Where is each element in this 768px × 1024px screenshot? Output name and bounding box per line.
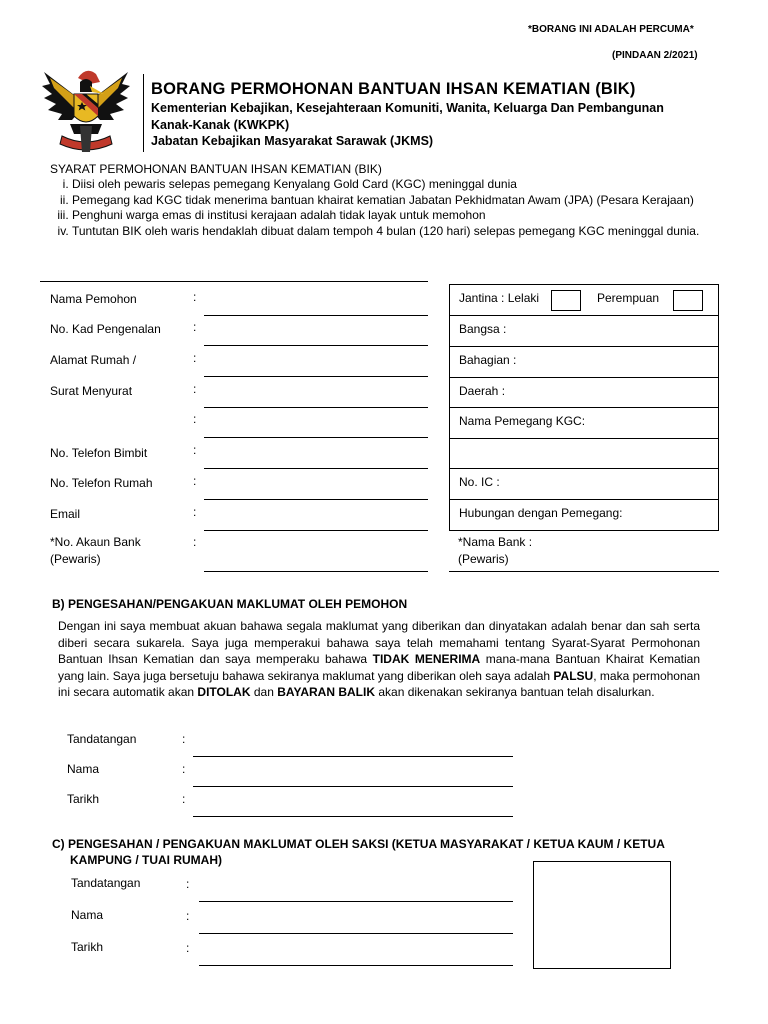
race-field[interactable] bbox=[449, 315, 719, 347]
ic-number-label: No. Kad Pengenalan bbox=[50, 322, 161, 336]
colon: : bbox=[193, 320, 197, 334]
bank-name-input[interactable] bbox=[449, 553, 719, 572]
applicant-declaration-name-input[interactable] bbox=[193, 768, 513, 787]
ministry-name-line1: Kementerian Kebajikan, Kesejahteraan Komuniti, Wanita, Keluarga Dan Pembangunan bbox=[151, 101, 664, 115]
bank-name-label-line1: *Nama Bank : bbox=[458, 535, 533, 549]
witness-name-input[interactable] bbox=[199, 915, 513, 934]
division-field[interactable] bbox=[449, 346, 719, 378]
colon: : bbox=[193, 290, 197, 304]
kgc-holder-name-field[interactable] bbox=[449, 407, 719, 439]
declaration-emphasis: DITOLAK bbox=[197, 685, 251, 699]
colon: : bbox=[182, 792, 186, 806]
colon: : bbox=[182, 762, 186, 776]
section-c-heading-line1: C) PENGESAHAN / PENGAKUAN MAKLUMAT OLEH SAKSI (KETUA MASYARAKAT / KETUA KAUM / KETUA bbox=[52, 837, 665, 851]
condition-item: i. Diisi oleh pewaris selepas pemegang Kenyalang Gold Card (KGC) meninggal dunia bbox=[72, 177, 701, 193]
email-input[interactable] bbox=[204, 512, 428, 531]
home-phone-input[interactable] bbox=[204, 481, 428, 500]
kgc-holder-name-continuation-field[interactable] bbox=[449, 438, 719, 469]
declaration-emphasis: PALSU bbox=[553, 668, 594, 683]
gender-female-checkbox[interactable] bbox=[673, 290, 703, 311]
ic-no-field[interactable] bbox=[449, 468, 719, 500]
relationship-field[interactable] bbox=[449, 499, 719, 531]
conditions-list bbox=[48, 177, 701, 239]
bank-name-label-line2: (Pewaris) bbox=[458, 552, 509, 566]
witness-signature-input[interactable] bbox=[199, 883, 513, 902]
declaration-paragraph bbox=[58, 618, 700, 701]
ic-no-label: No. IC : bbox=[459, 475, 500, 489]
applicant-signature-input[interactable] bbox=[193, 738, 513, 757]
division-label: Bahagian : bbox=[459, 353, 517, 367]
address-input-line3[interactable] bbox=[204, 419, 428, 438]
declaration-text: mana-mana Bantuan Khairat Kematian yang lain. Saya juga bersetuju bahawa sekiranya maklumat yang diberikan oleh saya adalah bbox=[58, 652, 701, 683]
mobile-phone-label: No. Telefon Bimbit bbox=[50, 446, 148, 460]
applicant-date-input[interactable] bbox=[193, 798, 513, 817]
colon: : bbox=[193, 474, 197, 488]
district-label: Daerah : bbox=[459, 384, 506, 398]
declaration-emphasis: BAYARAN BALIK bbox=[277, 685, 376, 699]
bank-account-label-line1: *No. Akaun Bank bbox=[50, 535, 141, 549]
bank-account-label-line2: (Pewaris) bbox=[50, 552, 101, 566]
witness-date-input[interactable] bbox=[199, 947, 513, 966]
condition-item: iii. Penghuni warga emas di institusi kerajaan adalah tidak layak untuk memohon bbox=[72, 208, 701, 224]
kgc-holder-name-label: Nama Pemegang KGC: bbox=[459, 414, 586, 428]
section-b-heading: B) PENGESAHAN/PENGAKUAN MAKLUMAT OLEH PEMOHON bbox=[52, 597, 408, 611]
address-label-line1: Alamat Rumah / bbox=[50, 353, 137, 367]
declaration-emphasis: TIDAK MENERIMA bbox=[372, 652, 481, 666]
header-divider bbox=[143, 74, 144, 152]
declaration-text: Dengan ini saya membuat akuan bahawa segala maklumat yang diberikan dan dinyatakan adalah benar dan sah serta diberi secara sukarela. Saya juga memperakui bahawa saya telah memahami tentang Syarat-Syarat Permohonan Bantuan Ihsan Kematian dan saya memperaku bahawa bbox=[58, 619, 700, 666]
applicant-date-label: Tarikh bbox=[67, 792, 100, 806]
colon: : bbox=[193, 505, 197, 519]
declaration-text: akan dikenakan sekiranya bantuan telah disalurkan. bbox=[375, 685, 655, 699]
colon: : bbox=[193, 351, 197, 365]
section-a-top-rule bbox=[40, 281, 428, 282]
district-field[interactable] bbox=[449, 377, 719, 408]
condition-item: ii. Pemegang kad KGC tidak menerima bantuan khairat kematian Jabatan Pekhidmatan Awam (JPA) (Pesara Kerajaan) bbox=[72, 193, 701, 209]
address-input-line2[interactable] bbox=[204, 389, 428, 408]
colon: : bbox=[182, 732, 186, 746]
applicant-declaration-name-label: Nama bbox=[67, 762, 100, 776]
witness-date-label: Tarikh bbox=[71, 940, 104, 954]
colon: : bbox=[193, 382, 197, 396]
section-c-heading-line2: KAMPUNG / TUAI RUMAH) bbox=[70, 853, 222, 867]
ministry-name-line2: Kanak-Kanak (KWKPK) bbox=[151, 118, 290, 132]
gender-male-label: Jantina : Lelaki bbox=[459, 291, 540, 305]
colon: : bbox=[186, 941, 190, 955]
colon: : bbox=[186, 877, 190, 891]
gender-female-label: Perempuan bbox=[597, 291, 660, 305]
home-phone-label: No. Telefon Rumah bbox=[50, 476, 153, 490]
race-label: Bangsa : bbox=[459, 322, 507, 336]
applicant-name-label: Nama Pemohon bbox=[50, 292, 137, 306]
mobile-phone-input[interactable] bbox=[204, 450, 428, 469]
department-name: Jabatan Kebajikan Masyarakat Sarawak (JKMS) bbox=[151, 134, 434, 148]
declaration-text: dan bbox=[250, 685, 278, 699]
official-stamp-box[interactable] bbox=[533, 861, 671, 969]
gender-male-checkbox[interactable] bbox=[551, 290, 581, 311]
form-title: BORANG PERMOHONAN BANTUAN IHSAN KEMATIAN (BIK) bbox=[151, 80, 636, 98]
sarawak-coat-of-arms-logo bbox=[40, 64, 132, 156]
conditions-heading: SYARAT PERMOHONAN BANTUAN IHSAN KEMATIAN (BIK) bbox=[50, 162, 382, 176]
declaration-text: , maka permohonan ini secara automatik akan bbox=[58, 668, 700, 699]
applicant-signature-label: Tandatangan bbox=[67, 732, 137, 746]
free-form-note: *BORANG INI ADALAH PERCUMA* bbox=[528, 24, 694, 35]
address-label-line2: Surat Menyurat bbox=[50, 384, 133, 398]
applicant-name-input[interactable] bbox=[204, 297, 428, 316]
address-input-line1[interactable] bbox=[204, 358, 428, 377]
colon: : bbox=[186, 909, 190, 923]
email-label: Email bbox=[50, 507, 81, 521]
witness-signature-label: Tandatangan bbox=[71, 876, 141, 890]
colon: : bbox=[193, 443, 197, 457]
bank-account-input[interactable] bbox=[204, 553, 428, 572]
witness-name-label: Nama bbox=[71, 908, 104, 922]
ic-number-input[interactable] bbox=[204, 327, 428, 346]
condition-item: iv. Tuntutan BIK oleh waris hendaklah dibuat dalam tempoh 4 bulan (120 hari) selepas pemegang KGC meninggal dunia. bbox=[72, 224, 701, 240]
colon: : bbox=[193, 412, 197, 426]
colon: : bbox=[193, 535, 197, 549]
relationship-label: Hubungan dengan Pemegang: bbox=[459, 506, 623, 520]
amendment-note: (PINDAAN 2/2021) bbox=[612, 50, 698, 61]
